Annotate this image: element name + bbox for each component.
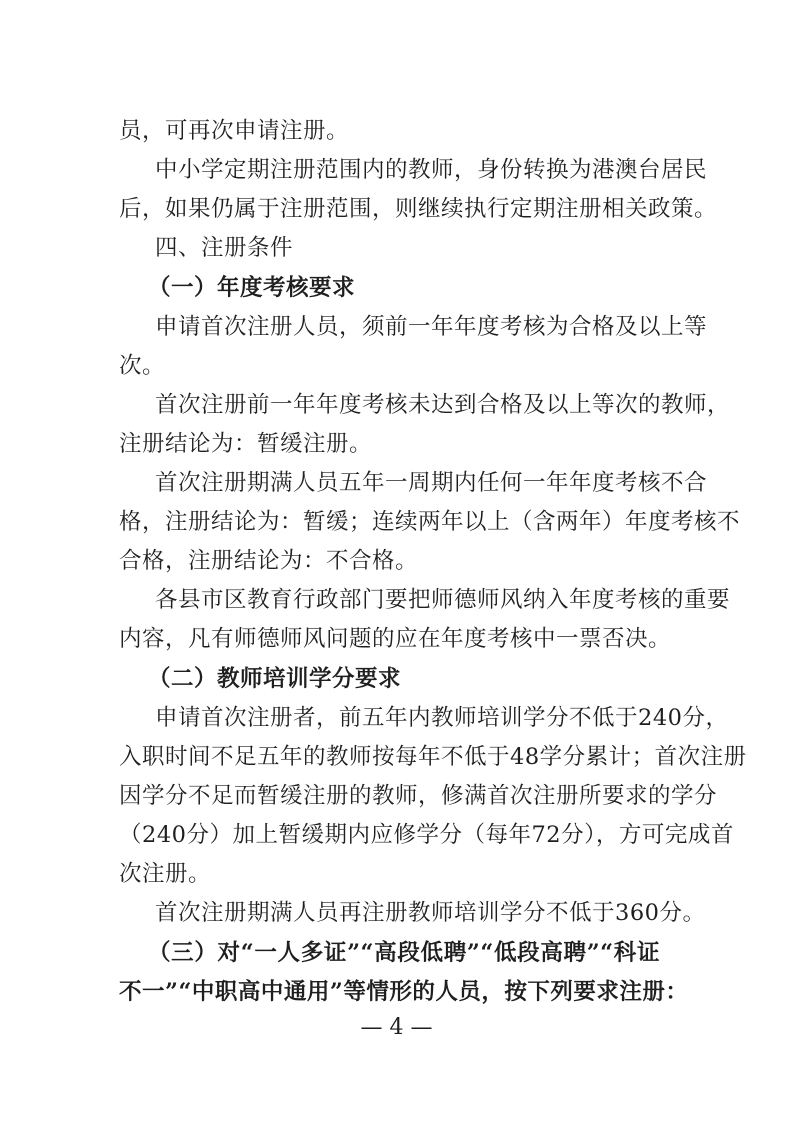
section-heading: 四、注册条件 bbox=[155, 235, 294, 261]
text-line: 注册结论为：暂缓注册。 bbox=[119, 431, 373, 457]
text-line: 首次注册期满人员五年一周期内任何一年年度考核不合 bbox=[155, 470, 708, 496]
text-line: 合格，注册结论为：不合格。 bbox=[119, 548, 419, 574]
text-line: 首次注册期满人员再注册教师培训学分不低于360分。 bbox=[155, 900, 706, 926]
text-line: 因学分不足而暂缓注册的教师，修满首次注册所要求的学分 bbox=[119, 783, 718, 809]
subsection-heading: （一）年度考核要求 bbox=[148, 275, 356, 301]
subsection-heading: （二）教师培训学分要求 bbox=[148, 666, 402, 692]
text-line: 员，可再次申请注册。 bbox=[119, 118, 350, 144]
text-line: 中小学定期注册范围内的教师，身份转换为港澳台居民 bbox=[155, 157, 708, 183]
text-line: 首次注册前一年年度考核未达到合格及以上等次的教师， bbox=[155, 392, 731, 418]
text-line: 各县市区教育行政部门要把师德师风纳入年度考核的重要 bbox=[155, 587, 731, 613]
text-line: 申请首次注册人员，须前一年年度考核为合格及以上等 bbox=[155, 314, 708, 340]
text-line: （240分）加上暂缓期内应修学分（每年72分），方可完成首 bbox=[119, 822, 734, 848]
text-line: 内容，凡有师德师风问题的应在年度考核中一票否决。 bbox=[119, 626, 672, 652]
text-line: 后，如果仍属于注册范围，则继续执行定期注册相关政策。 bbox=[119, 196, 718, 222]
text-line: 格，注册结论为：暂缓；连续两年以上（含两年）年度考核不 bbox=[119, 509, 741, 535]
subsection-heading: （三）对“一人多证”“高段低聘”“低段高聘”“科证 bbox=[148, 940, 660, 966]
page-number: — 4 — bbox=[360, 1015, 433, 1040]
text-line: 次。 bbox=[119, 353, 166, 379]
text-line: 不一”“中职高中通用”等情形的人员，按下列要求注册： bbox=[119, 979, 689, 1005]
text-line: 次注册。 bbox=[119, 861, 212, 887]
text-line: 申请首次注册者，前五年内教师培训学分不低于240分， bbox=[155, 705, 729, 731]
text-line: 入职时间不足五年的教师按每年不低于48学分累计；首次注册 bbox=[119, 744, 747, 770]
